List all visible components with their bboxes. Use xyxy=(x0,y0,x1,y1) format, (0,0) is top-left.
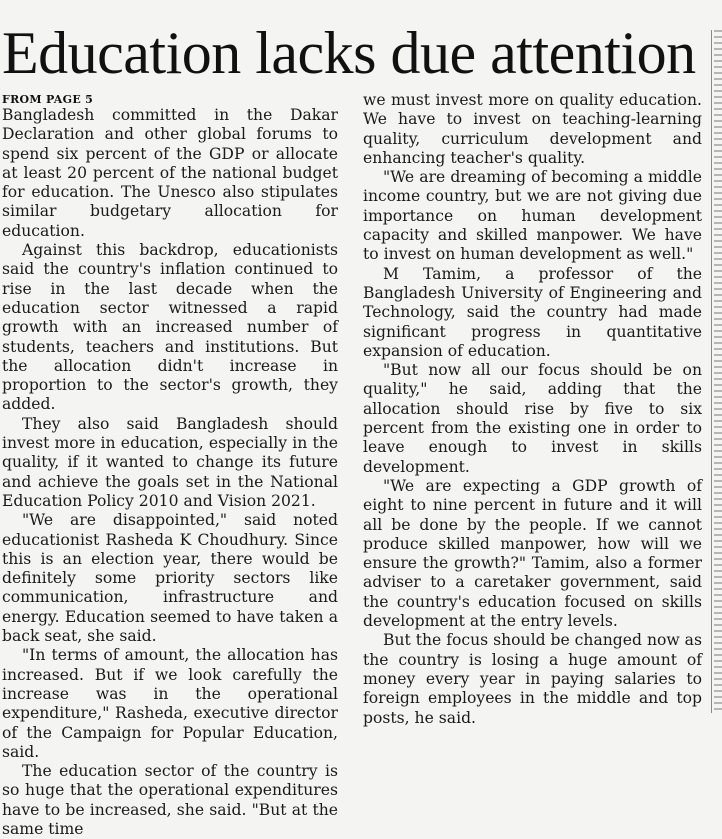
continued-from-label: FROM PAGE 5 xyxy=(2,93,94,106)
paragraph: Bangladesh committed in the Dakar Declaration and other global forums to spend six percent of the GDP or allocate at least 20 percent of the national budget for education. The Unesco also stipulates similar budgetary allocation for education. xyxy=(2,106,338,240)
paragraph: The education sector of the country is so huge that the operational expenditures have to be increased, she said. "But at the same time xyxy=(2,762,338,838)
paragraph: we must invest more on quality education. We have to invest on teaching-learning quality, curriculum development and enhancing teacher's quality. xyxy=(363,91,702,167)
paragraph: "But now all our focus should be on quality," he said, adding that the allocation should rise by five to six percent from the existing one in order to leave enough to invest in skills development. xyxy=(363,361,702,476)
headline: Education lacks due attention xyxy=(2,20,696,86)
paragraph: "In terms of amount, the allocation has increased. But if we look carefully the increase was in the operational expenditure," Rasheda, executive director of the Campaign for Popular Education, said. xyxy=(2,646,338,761)
paragraph: Against this backdrop, educationists said the country's inflation continued to rise in the last decade when the education sector witnessed a rapid growth with an increased number of students, teachers and institutions. But the allocation didn't increase in proportion to the sector's growth, they added. xyxy=(2,241,338,414)
paragraph: M Tamim, a professor of the Bangladesh University of Engineering and Technology, said the country had made significant progress in quantitative expansion of education. xyxy=(363,264,702,360)
adjacent-column-edge xyxy=(714,30,722,713)
paragraph: They also said Bangladesh should invest more in education, especially in the quality, if it wanted to change its future and achieve the goals set in the National Education Policy 2010 and Vision 2021. xyxy=(2,414,338,510)
column-divider xyxy=(711,30,712,713)
right-column xyxy=(363,91,702,728)
paragraph: "We are expecting a GDP growth of eight to nine percent in future and it will all be done by the people. If we cannot produce skilled manpower, how will we ensure the growth?" Tamim, also a former adviser to a caretaker government, said the country's education focused on skills development at the entry levels. xyxy=(363,476,702,631)
left-column xyxy=(2,106,338,839)
paragraph: But the focus should be changed now as the country is losing a huge amount of money every year in paying salaries to foreign employees in the middle and top posts, he said. xyxy=(363,631,702,727)
paragraph: "We are dreaming of becoming a middle income country, but we are not giving due importance on human development capacity and skilled manpower. We have to invest on human development as well." xyxy=(363,168,702,264)
paragraph: "We are disappointed," said noted educationist Rasheda K Choudhury. Since this is an election year, there would be definitely some priority sectors like communication, infrastructure and energy. Education seemed to have taken a back seat, she said. xyxy=(2,511,338,646)
